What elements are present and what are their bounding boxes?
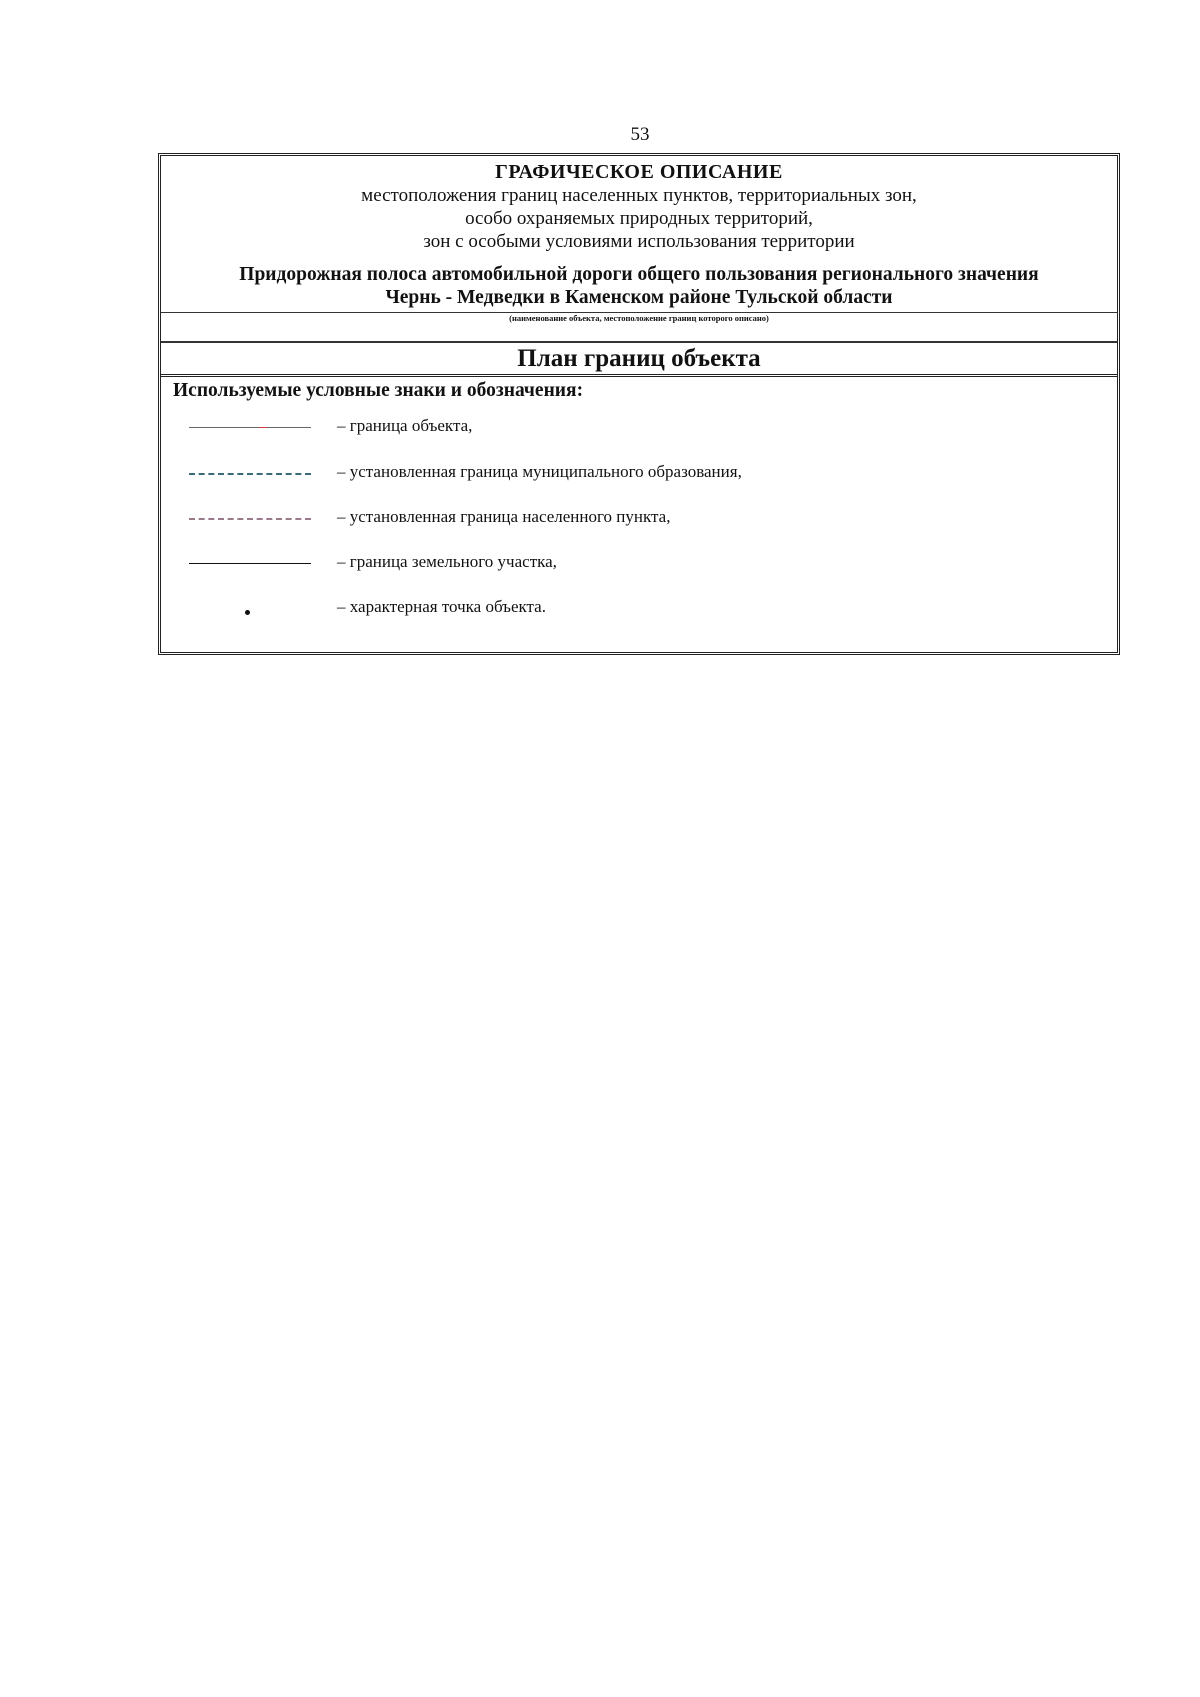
object-name-line-1: Придорожная полоса автомобильной дороги общего пользования регионального значения	[239, 264, 1039, 285]
municipal-boundary-line-icon	[189, 473, 311, 475]
description-frame	[158, 153, 1120, 655]
document-title: ГРАФИЧЕСКОЕ ОПИСАНИЕ	[495, 161, 783, 183]
legend	[161, 374, 1117, 652]
subtitle-line-1: местоположения границ населенных пунктов, территориальных зон,	[361, 185, 917, 206]
object-name	[161, 263, 1117, 309]
legend-title: Используемые условные знаки и обозначения:	[173, 380, 584, 401]
legend-label: – характерная точка объекта.	[337, 597, 546, 616]
object-name-line-2: Чернь - Медведки в Каменском районе Тульской области	[385, 287, 893, 308]
object-name-caption: (наименование объекта, местоположение границ которого описано)	[161, 312, 1117, 342]
header-section	[161, 156, 1117, 312]
legend-item-settlement-boundary	[161, 506, 1117, 530]
legend-item-parcel-boundary	[161, 551, 1117, 575]
object-boundary-line-icon	[189, 427, 311, 428]
legend-item-municipal-boundary	[161, 461, 1117, 485]
legend-label: – граница объекта,	[337, 416, 473, 435]
legend-label: – граница земельного участка,	[337, 552, 557, 571]
plan-title: План границ объекта	[161, 342, 1117, 374]
legend-label: – установленная граница муниципального образования,	[337, 462, 742, 481]
subtitle-line-3: зон с особыми условиями использования территории	[423, 231, 855, 252]
legend-label: – установленная граница населенного пункта,	[337, 507, 671, 526]
subtitle-line-2: особо охраняемых природных территорий,	[465, 208, 813, 229]
settlement-boundary-line-icon	[189, 518, 311, 520]
parcel-boundary-line-icon	[189, 563, 311, 564]
page-number: 53	[630, 124, 650, 145]
legend-item-characteristic-point	[161, 596, 1117, 620]
characteristic-point-icon	[245, 610, 250, 615]
legend-item-object-boundary	[161, 415, 1117, 439]
